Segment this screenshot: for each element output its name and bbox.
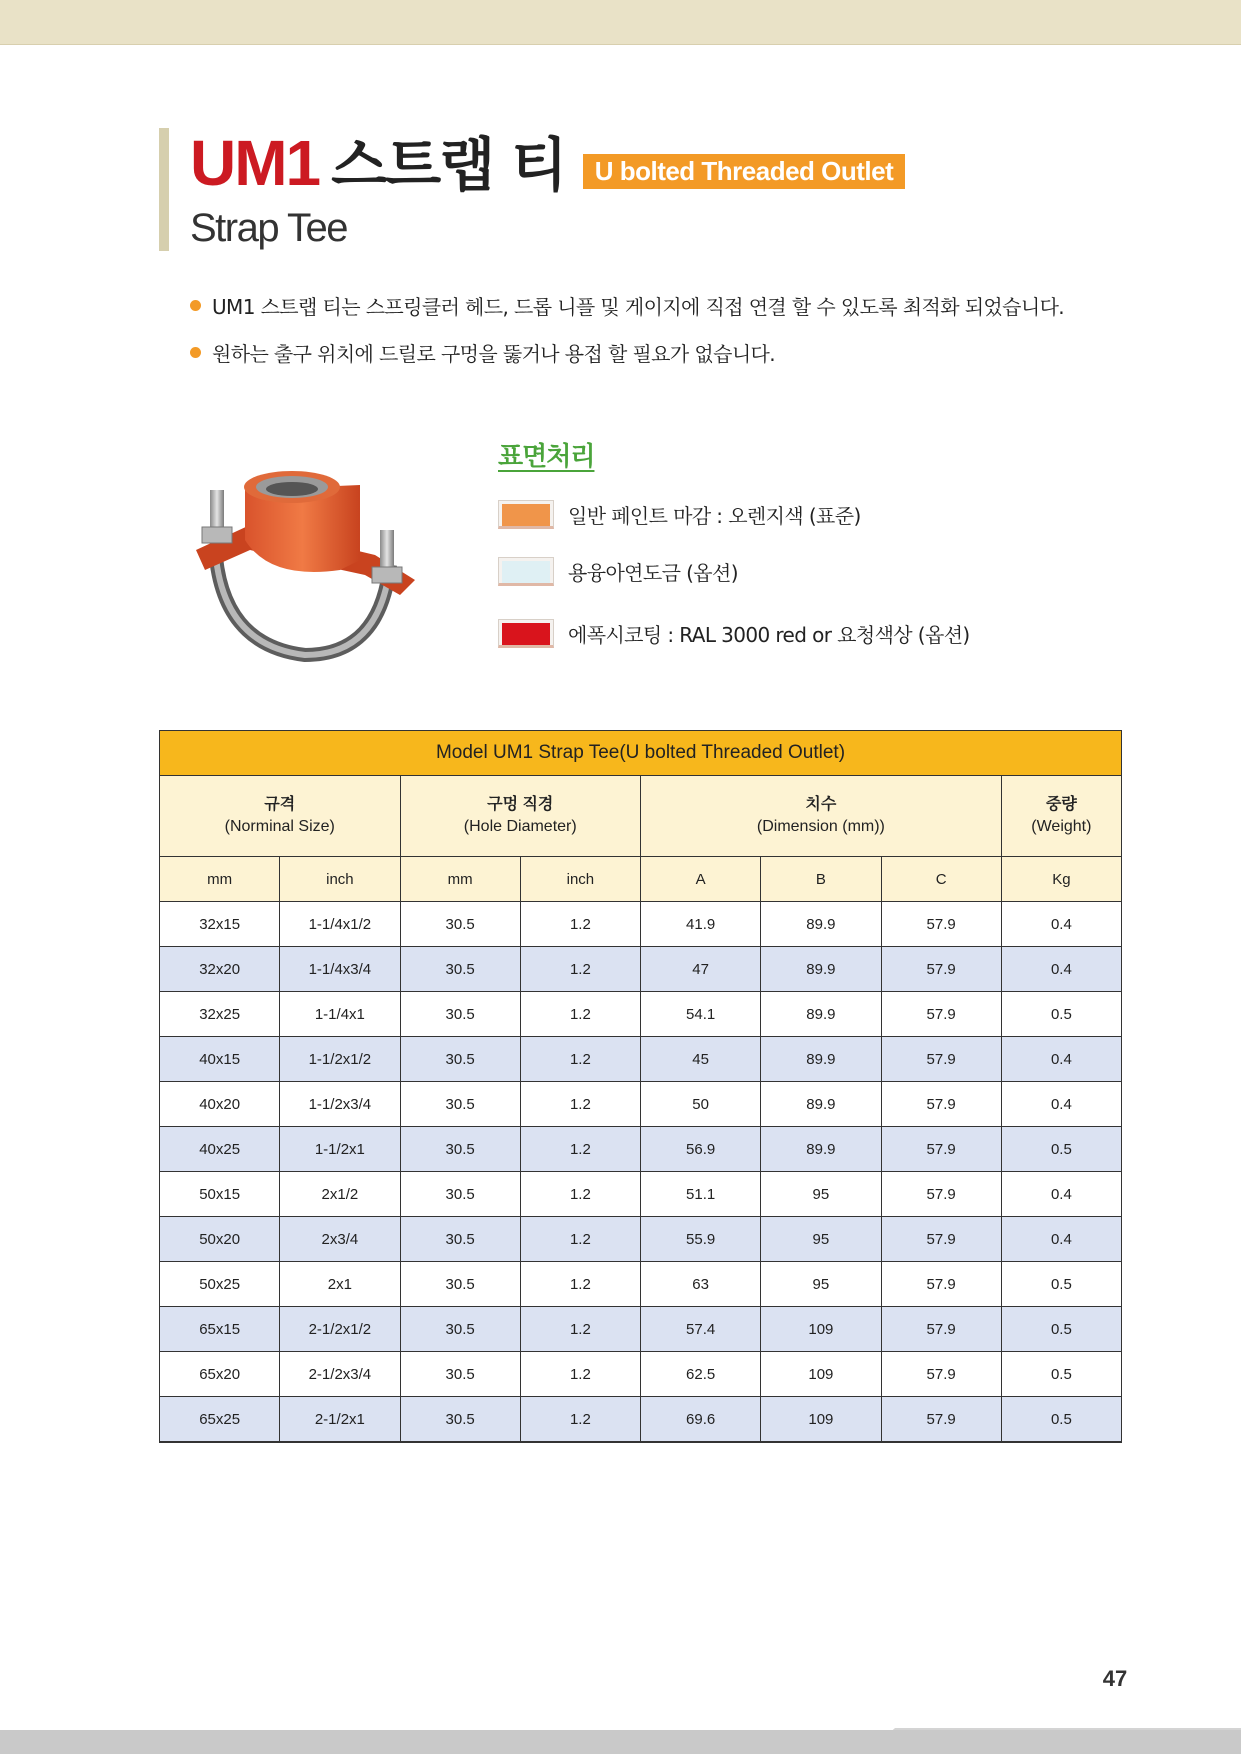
bullet-icon — [190, 300, 201, 311]
table-row — [160, 1172, 1122, 1217]
table-cell: 50x15 — [160, 1172, 280, 1217]
table-cell: 1.2 — [520, 902, 640, 947]
table-cell: 32x15 — [160, 902, 280, 947]
table-cell: 0.4 — [1001, 1082, 1121, 1127]
table-cell: 65x15 — [160, 1307, 280, 1352]
table-cell: 57.9 — [881, 1397, 1001, 1443]
table-caption-row — [160, 731, 1122, 776]
table-body — [160, 902, 1122, 1443]
table-cell: 2-1/2x1/2 — [280, 1307, 400, 1352]
column-header: inch — [520, 857, 640, 902]
color-swatch — [498, 500, 554, 529]
group-header-ko: 치수 — [805, 796, 837, 813]
description-text: 원하는 출구 위치에 드릴로 구멍을 뚫거나 용접 할 필요가 없습니다. — [212, 341, 776, 366]
table-row — [160, 1307, 1122, 1352]
group-header-en: (Norminal Size) — [224, 818, 335, 835]
table-cell: 30.5 — [400, 1082, 520, 1127]
finish-option-label: 일반 페인트 마감 : 오렌지색 (표준) — [568, 504, 861, 528]
top-band — [0, 0, 1241, 45]
table-cell: 1.2 — [520, 992, 640, 1037]
table-cell: 89.9 — [761, 947, 881, 992]
table-cell: 57.9 — [881, 1307, 1001, 1352]
table-cell: 30.5 — [400, 1127, 520, 1172]
group-header-ko: 중량 — [1045, 796, 1077, 813]
spec-table — [159, 730, 1122, 1443]
table-row — [160, 1037, 1122, 1082]
group-header-en: (Dimension (mm)) — [756, 818, 885, 835]
table-cell: 0.5 — [1001, 1262, 1121, 1307]
table-cell: 50 — [641, 1082, 761, 1127]
table-cell: 45 — [641, 1037, 761, 1082]
table-row — [160, 1397, 1122, 1443]
group-header-en: (Hole Diameter) — [463, 818, 577, 835]
group-header-ko: 구멍 직경 — [487, 796, 554, 813]
table-cell: 1.2 — [520, 1307, 640, 1352]
group-header-ko: 규격 — [264, 796, 296, 813]
bullet-icon — [190, 347, 201, 358]
table-cell: 30.5 — [400, 1352, 520, 1397]
table-cell: 2x3/4 — [280, 1217, 400, 1262]
table-cell: 30.5 — [400, 1397, 520, 1443]
table-cell: 1.2 — [520, 1262, 640, 1307]
table-cell: 30.5 — [400, 947, 520, 992]
column-header: B — [761, 857, 881, 902]
table-subheader-row — [160, 857, 1122, 902]
table-cell: 89.9 — [761, 1037, 881, 1082]
table-cell: 57.9 — [881, 1082, 1001, 1127]
table-cell: 1.2 — [520, 1082, 640, 1127]
finish-option-label: 용융아연도금 (옵션) — [568, 561, 738, 585]
table-cell: 57.9 — [881, 1352, 1001, 1397]
title-tag: U bolted Threaded Outlet — [583, 154, 905, 189]
table-row — [160, 1352, 1122, 1397]
table-cell: 109 — [761, 1397, 881, 1443]
table-caption: Model UM1 Strap Tee(U bolted Threaded Outlet) — [160, 731, 1122, 776]
surface-finish-title: 표면처리 — [498, 442, 595, 472]
column-header: mm — [160, 857, 280, 902]
table-cell: 65x20 — [160, 1352, 280, 1397]
table-cell: 47 — [641, 947, 761, 992]
table-cell: 109 — [761, 1307, 881, 1352]
table-cell: 40x15 — [160, 1037, 280, 1082]
table-cell: 50x25 — [160, 1262, 280, 1307]
table-row — [160, 1217, 1122, 1262]
table-cell: 57.9 — [881, 992, 1001, 1037]
table-row — [160, 1082, 1122, 1127]
table-cell: 57.9 — [881, 1037, 1001, 1082]
table-cell: 69.6 — [641, 1397, 761, 1443]
product-image — [190, 445, 430, 670]
table-cell: 32x25 — [160, 992, 280, 1037]
table-cell: 63 — [641, 1262, 761, 1307]
surface-finish-section — [498, 436, 970, 647]
table-cell: 1.2 — [520, 1172, 640, 1217]
table-cell: 1-1/2x1 — [280, 1127, 400, 1172]
table-cell: 1.2 — [520, 1352, 640, 1397]
column-header: mm — [400, 857, 520, 902]
color-swatch — [498, 619, 554, 648]
column-header: C — [881, 857, 1001, 902]
table-cell: 65x25 — [160, 1397, 280, 1443]
finish-option-label: 에폭시코팅 : RAL 3000 red or 요청색상 (옵션) — [568, 623, 970, 647]
table-row — [160, 1127, 1122, 1172]
table-cell: 30.5 — [400, 1262, 520, 1307]
table-row — [160, 902, 1122, 947]
table-cell: 57.9 — [881, 1172, 1001, 1217]
table-cell: 0.5 — [1001, 1307, 1121, 1352]
table-cell: 1.2 — [520, 947, 640, 992]
table-cell: 30.5 — [400, 1307, 520, 1352]
page-title — [190, 118, 565, 198]
table-cell: 89.9 — [761, 992, 881, 1037]
finish-option — [498, 500, 861, 529]
table-cell: 2x1 — [280, 1262, 400, 1307]
table-cell: 1.2 — [520, 1127, 640, 1172]
table-cell: 0.5 — [1001, 1397, 1121, 1443]
title-accent-bar — [159, 128, 169, 251]
group-header-size — [160, 776, 401, 857]
table-cell: 0.4 — [1001, 947, 1121, 992]
table-cell: 89.9 — [761, 1082, 881, 1127]
table-cell: 1.2 — [520, 1397, 640, 1443]
description-item — [190, 290, 1064, 320]
table-cell: 1-1/4x1 — [280, 992, 400, 1037]
description-list — [190, 290, 1064, 384]
group-header-dimension — [641, 776, 1002, 857]
table-cell: 0.5 — [1001, 1127, 1121, 1172]
table-cell: 30.5 — [400, 1172, 520, 1217]
table-cell: 30.5 — [400, 992, 520, 1037]
group-header-hole — [400, 776, 641, 857]
table-cell: 95 — [761, 1262, 881, 1307]
description-item — [190, 337, 1064, 367]
column-header: A — [641, 857, 761, 902]
color-swatch — [498, 557, 554, 586]
page-subtitle: Strap Tee — [190, 206, 347, 250]
column-header: Kg — [1001, 857, 1121, 902]
table-cell: 30.5 — [400, 1217, 520, 1262]
table-cell: 57.9 — [881, 947, 1001, 992]
table-cell: 0.4 — [1001, 1217, 1121, 1262]
table-cell: 0.4 — [1001, 1037, 1121, 1082]
finish-option — [498, 557, 738, 586]
table-row — [160, 947, 1122, 992]
table-cell: 1-1/4x1/2 — [280, 902, 400, 947]
table-cell: 2-1/2x1 — [280, 1397, 400, 1443]
product-name-ko: 스트랩 티 — [331, 131, 566, 199]
table-cell: 0.4 — [1001, 902, 1121, 947]
table-cell: 40x25 — [160, 1127, 280, 1172]
table-cell: 0.5 — [1001, 1352, 1121, 1397]
table-cell: 51.1 — [641, 1172, 761, 1217]
column-header: inch — [280, 857, 400, 902]
table-cell: 57.9 — [881, 1127, 1001, 1172]
table-row — [160, 1262, 1122, 1307]
table-cell: 57.9 — [881, 902, 1001, 947]
table-cell: 1-1/2x3/4 — [280, 1082, 400, 1127]
table-cell: 0.5 — [1001, 992, 1121, 1037]
description-text: UM1 스트랩 티는 스프링클러 헤드, 드롭 니플 및 게이지에 직접 연결 할 수 있도록 최적화 되었습니다. — [212, 294, 1065, 319]
table-cell: 30.5 — [400, 902, 520, 947]
footer-band — [0, 1700, 1241, 1754]
table-cell: 54.1 — [641, 992, 761, 1037]
finish-option — [498, 619, 970, 648]
table-cell: 57.4 — [641, 1307, 761, 1352]
table-cell: 89.9 — [761, 902, 881, 947]
table-cell: 41.9 — [641, 902, 761, 947]
table-cell: 89.9 — [761, 1127, 881, 1172]
table-row — [160, 992, 1122, 1037]
table-cell: 1-1/2x1/2 — [280, 1037, 400, 1082]
table-cell: 56.9 — [641, 1127, 761, 1172]
group-header-weight — [1001, 776, 1121, 857]
table-cell: 55.9 — [641, 1217, 761, 1262]
table-cell: 2-1/2x3/4 — [280, 1352, 400, 1397]
table-cell: 57.9 — [881, 1217, 1001, 1262]
table-cell: 1.2 — [520, 1037, 640, 1082]
table-cell: 40x20 — [160, 1082, 280, 1127]
table-cell: 0.4 — [1001, 1172, 1121, 1217]
table-cell: 50x20 — [160, 1217, 280, 1262]
table-cell: 95 — [761, 1172, 881, 1217]
table-cell: 57.9 — [881, 1262, 1001, 1307]
table-cell: 2x1/2 — [280, 1172, 400, 1217]
table-cell: 1-1/4x3/4 — [280, 947, 400, 992]
table-cell: 30.5 — [400, 1037, 520, 1082]
table-cell: 95 — [761, 1217, 881, 1262]
table-cell: 32x20 — [160, 947, 280, 992]
table-cell: 1.2 — [520, 1217, 640, 1262]
model-code: UM1 — [190, 127, 320, 199]
page-number: 47 — [1102, 1666, 1128, 1691]
table-group-header-row — [160, 776, 1122, 857]
group-header-en: (Weight) — [1031, 818, 1092, 835]
table-cell: 62.5 — [641, 1352, 761, 1397]
table-cell: 109 — [761, 1352, 881, 1397]
